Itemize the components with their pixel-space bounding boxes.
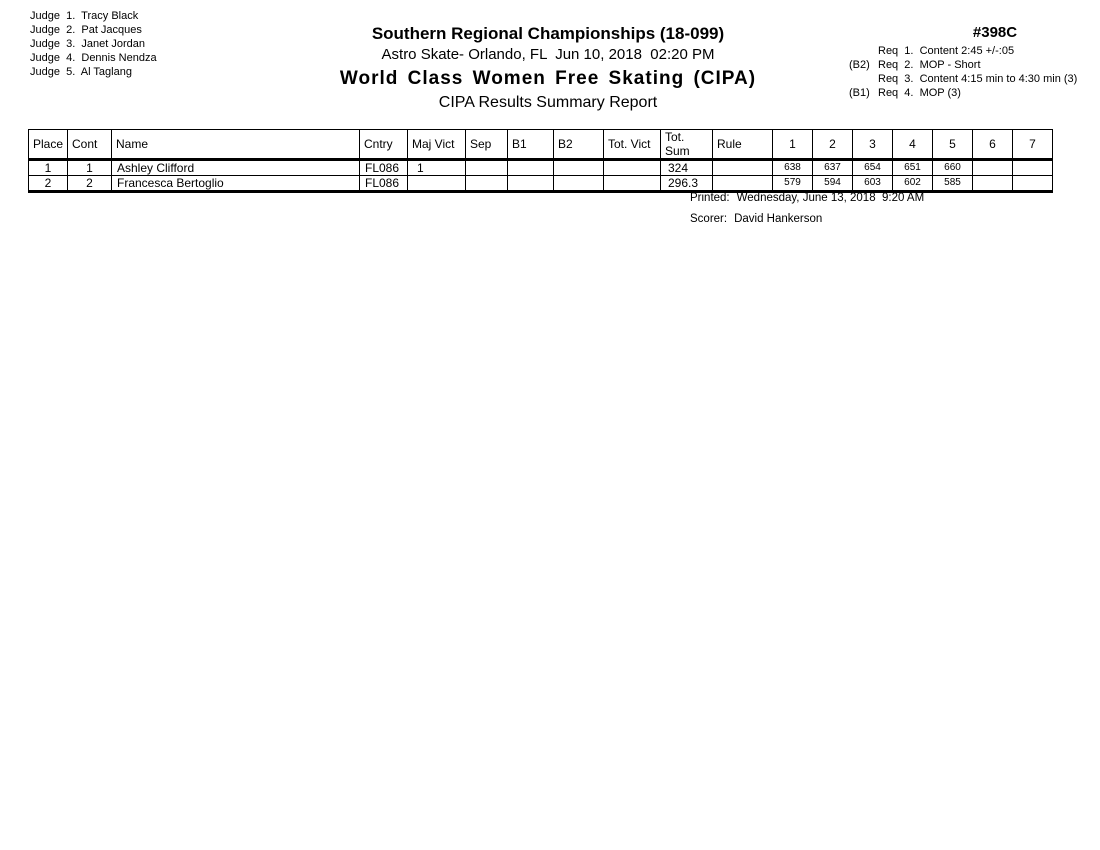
cell-sep [466, 160, 508, 176]
column-header-sep: Sep [466, 130, 508, 160]
cell-judge-score-6 [973, 176, 1013, 192]
cell-tot-sum: 296.3 [661, 176, 713, 192]
column-header-judge-4: 4 [893, 130, 933, 160]
column-header-judge-2: 2 [813, 130, 853, 160]
requirement-text: Req 1. Content 2:45 +/-:05 [878, 45, 1015, 57]
header-row [29, 130, 1053, 160]
requirement-text: Req 4. MOP (3) [878, 87, 961, 99]
event-title: World Class Women Free Skating (CIPA) [339, 68, 757, 89]
column-header-judge-1: 1 [773, 130, 813, 160]
judges-list [30, 9, 157, 79]
report-header [198, 23, 898, 113]
judge-1: Judge 1. Tracy Black [30, 10, 139, 22]
column-header-judge-6: 6 [973, 130, 1013, 160]
cell-sep [466, 176, 508, 192]
report-name: CIPA Results Summary Report [438, 94, 658, 111]
printed-info [690, 192, 924, 204]
requirement-prefix [849, 44, 878, 58]
cell-cntry: FL086 [360, 160, 408, 176]
column-header-b2: B2 [554, 130, 604, 160]
cell-maj-vict [408, 176, 466, 192]
column-header-judge-3: 3 [853, 130, 893, 160]
cell-name: Ashley Clifford [112, 160, 360, 176]
cell-judge-score-7 [1013, 176, 1053, 192]
column-header-name: Name [112, 130, 360, 160]
column-header-tot-vict: Tot. Vict [604, 130, 661, 160]
cell-judge-score-6 [973, 160, 1013, 176]
requirement-3 [849, 72, 1077, 86]
printed-label: Printed: [690, 192, 730, 204]
requirement-prefix: (B1) [849, 87, 870, 99]
column-header-maj-vict: Maj Vict [408, 130, 466, 160]
column-header-place: Place [29, 130, 68, 160]
competition-title: Southern Regional Championships (18-099) [371, 24, 725, 43]
cell-judge-score-5: 585 [933, 176, 973, 192]
cell-b1 [508, 160, 554, 176]
cell-tot-sum: 324 [661, 160, 713, 176]
table-row [29, 176, 1053, 192]
cell-rule [713, 160, 773, 176]
requirement-prefix [849, 72, 878, 86]
column-header-cont: Cont [68, 130, 112, 160]
cell-judge-score-3: 654 [853, 160, 893, 176]
judge-2: Judge 2. Pat Jacques [30, 24, 142, 36]
requirement-text: Req 2. MOP - Short [878, 59, 981, 71]
table-row [29, 160, 1053, 176]
judge-3: Judge 3. Janet Jordan [30, 38, 145, 50]
printed-value: Wednesday, June 13, 2018 9:20 AM [736, 192, 925, 204]
requirement-1 [849, 44, 1077, 58]
column-header-cntry: Cntry [360, 130, 408, 160]
cell-judge-score-1: 579 [773, 176, 813, 192]
cell-b1 [508, 176, 554, 192]
column-header-judge-5: 5 [933, 130, 973, 160]
results-table [28, 129, 1053, 193]
cell-judge-score-2: 594 [813, 176, 853, 192]
requirement-text: Req 3. Content 4:15 min to 4:30 min (3) [878, 73, 1078, 85]
cell-maj-vict: 1 [408, 160, 466, 176]
cell-tot-vict [604, 176, 661, 192]
judge-4: Judge 4. Dennis Nendza [30, 52, 157, 64]
cell-judge-score-4: 651 [893, 160, 933, 176]
cell-name: Francesca Bertoglio [112, 176, 360, 192]
scorer-info [690, 213, 822, 225]
cell-b2 [554, 160, 604, 176]
column-header-rule: Rule [713, 130, 773, 160]
cell-cntry: FL086 [360, 176, 408, 192]
column-header-judge-7: 7 [1013, 130, 1053, 160]
cell-judge-score-7 [1013, 160, 1053, 176]
column-header-tot-sum: Tot. Sum [661, 130, 713, 160]
cell-tot-vict [604, 160, 661, 176]
scorer-value: David Hankerson [734, 213, 823, 225]
cell-cont: 1 [68, 160, 112, 176]
requirement-4 [849, 86, 1077, 100]
cell-judge-score-3: 603 [853, 176, 893, 192]
cell-judge-score-5: 660 [933, 160, 973, 176]
cell-place: 1 [29, 160, 68, 176]
cell-judge-score-1: 638 [773, 160, 813, 176]
cell-rule [713, 176, 773, 192]
requirement-prefix: (B2) [849, 59, 870, 71]
requirement-2 [849, 58, 1077, 72]
event-number: #398C [972, 24, 1018, 41]
cell-judge-score-2: 637 [813, 160, 853, 176]
cell-place: 2 [29, 176, 68, 192]
requirements-list [849, 44, 1077, 100]
cell-judge-score-4: 602 [893, 176, 933, 192]
cell-b2 [554, 176, 604, 192]
judge-5: Judge 5. Al Taglang [30, 66, 132, 78]
scorer-label: Scorer: [690, 213, 728, 225]
venue-date: Astro Skate- Orlando, FL Jun 10, 2018 02:20 PM [381, 46, 715, 63]
cell-cont: 2 [68, 176, 112, 192]
column-header-b1: B1 [508, 130, 554, 160]
